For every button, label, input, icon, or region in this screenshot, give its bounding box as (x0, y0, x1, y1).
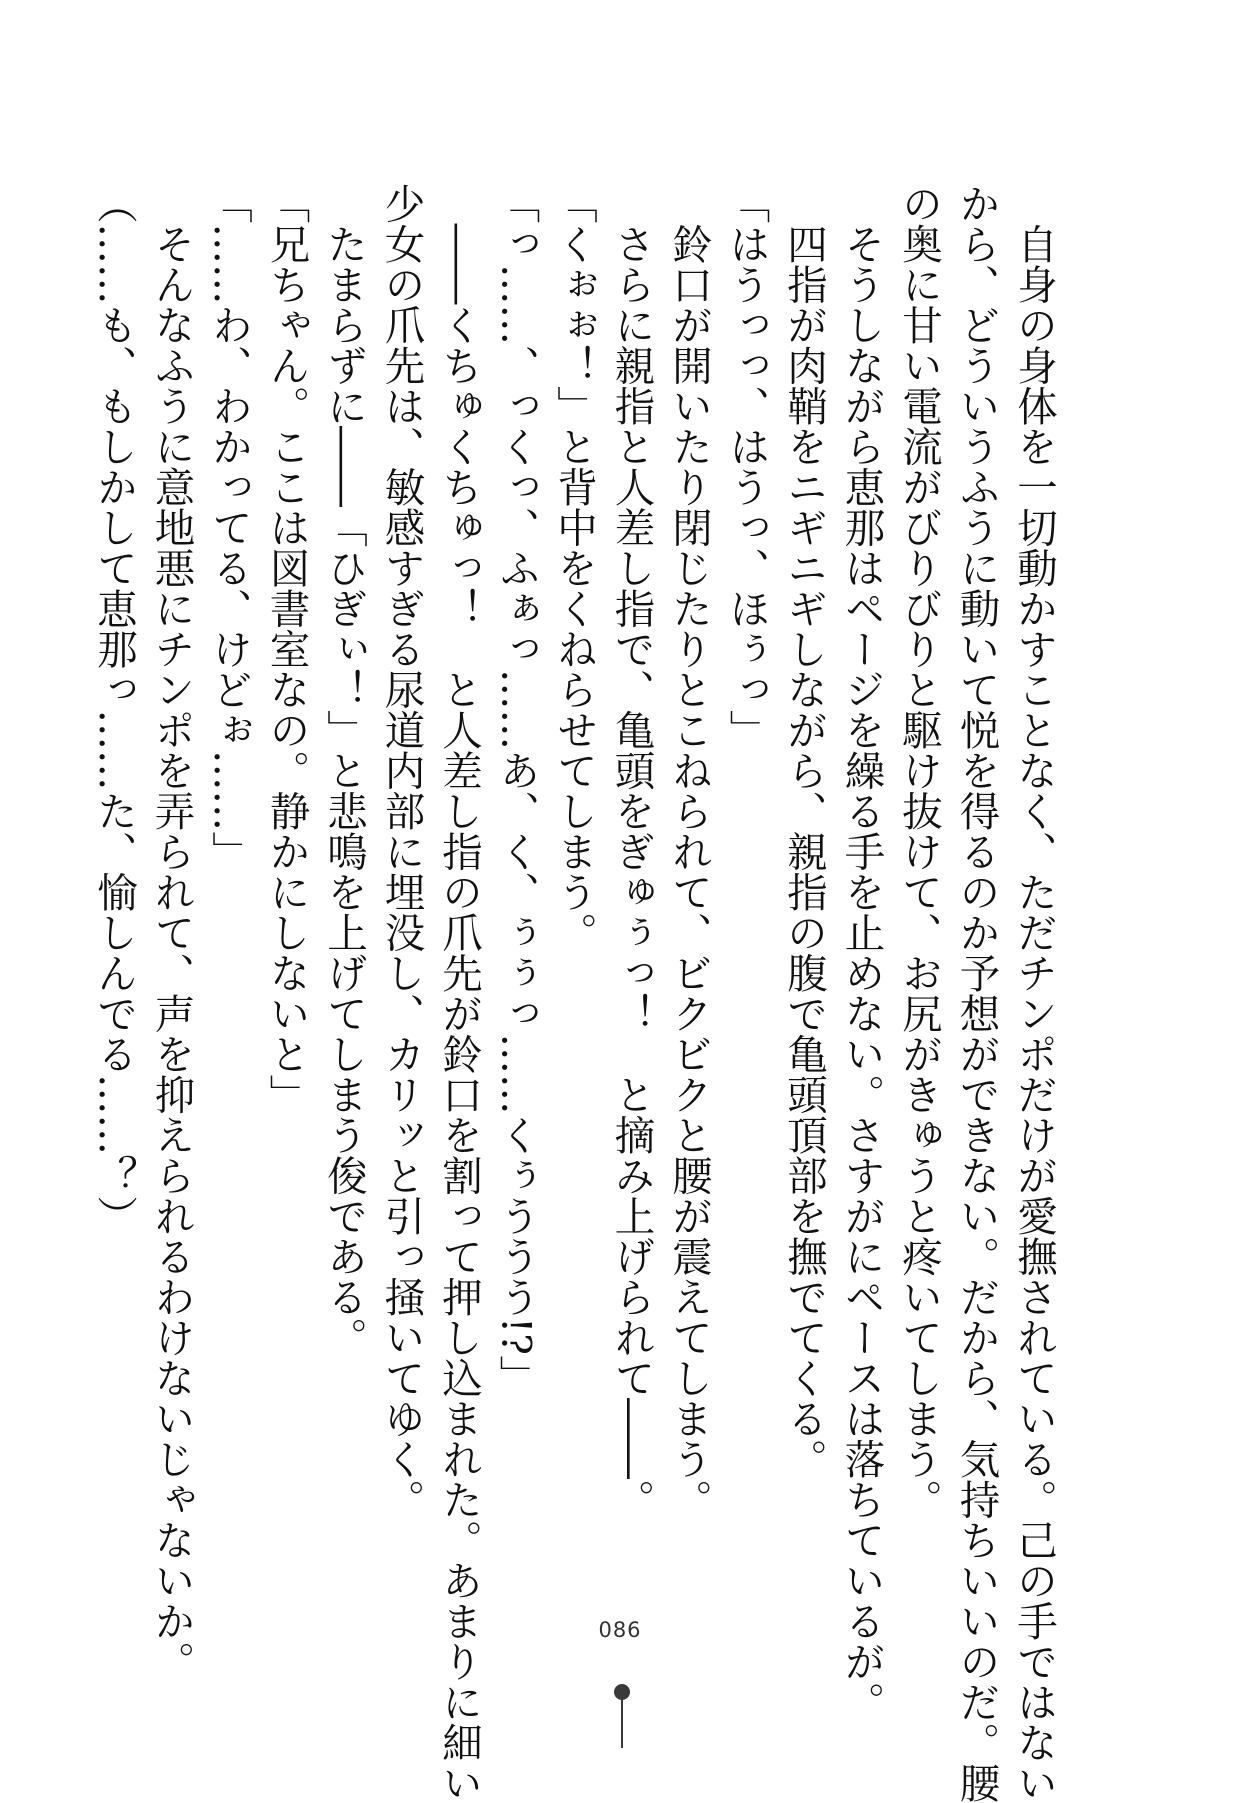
text-line: 「兄ちゃん。ここは図書室なの。静かにしないと」 (262, 183, 311, 1115)
text-line: たまらずに――「ひぎぃ！」と悲鳴を上げてしまう俊である。 (320, 183, 368, 1358)
text-line: 四指が肉鞘をニギニギしながら、親指の腹で亀頭頂部を撫でてくる。 (780, 183, 828, 1479)
text-line: の奥に甘い電流がびりびりと駆け抜けて、お尻がきゅうと疼いてしまう。 (895, 183, 943, 1520)
text-line: ――くちゅくちゅっ！ と人差し指の爪先が鈴口を割って押し込まれた。あまりに細い (435, 183, 483, 1803)
text-line: そうしながら恵那はページを繰る手を止めない。さすがにペースは落ちているが。 (837, 183, 886, 1722)
text-line: そんなふうに意地悪にチンポを弄られて、声を抑えられるわけないじゃないか。 (147, 183, 196, 1682)
text-line: 「はうっっ、はうっ、ほぅっ」 (722, 183, 771, 750)
text-line: （……も、もしかして恵那っ……た、愉しんでる……？） (90, 183, 138, 1236)
text-line: 「くぉぉ！」と背中をくねらせてしまう。 (550, 183, 598, 953)
page-number: 086 (598, 1618, 642, 1642)
text-line: さらに親指と人差し指で、亀頭をぎゅぅっ！ と摘み上げられて――。 (607, 183, 656, 1520)
page-marker-line (621, 1696, 623, 1748)
text-line: 鈴口が開いたり閉じたりとこねられて、ビクビクと腰が震えてしまう。 (665, 183, 713, 1520)
text-line: から、どういうふうに動いて悦を得るのか予想ができない。だから、気持ちいいのだ。腰 (952, 183, 1001, 1803)
text-line: 自身の身体を一切動かすことなく、ただチンポだけが愛撫されている。己の手ではない (1010, 183, 1058, 1803)
text-line: 「っ……、っくっ、ふぁっ……あ、く、ぅぅっ……くぅううう!?」 (492, 183, 541, 1396)
text-line: 少女の爪先は、敏感すぎる尿道内部に埋没し、カリッと引っ掻いてゆく。 (377, 183, 426, 1520)
text-line: 「……わ、わかってる、けどぉ……」 (205, 183, 253, 872)
